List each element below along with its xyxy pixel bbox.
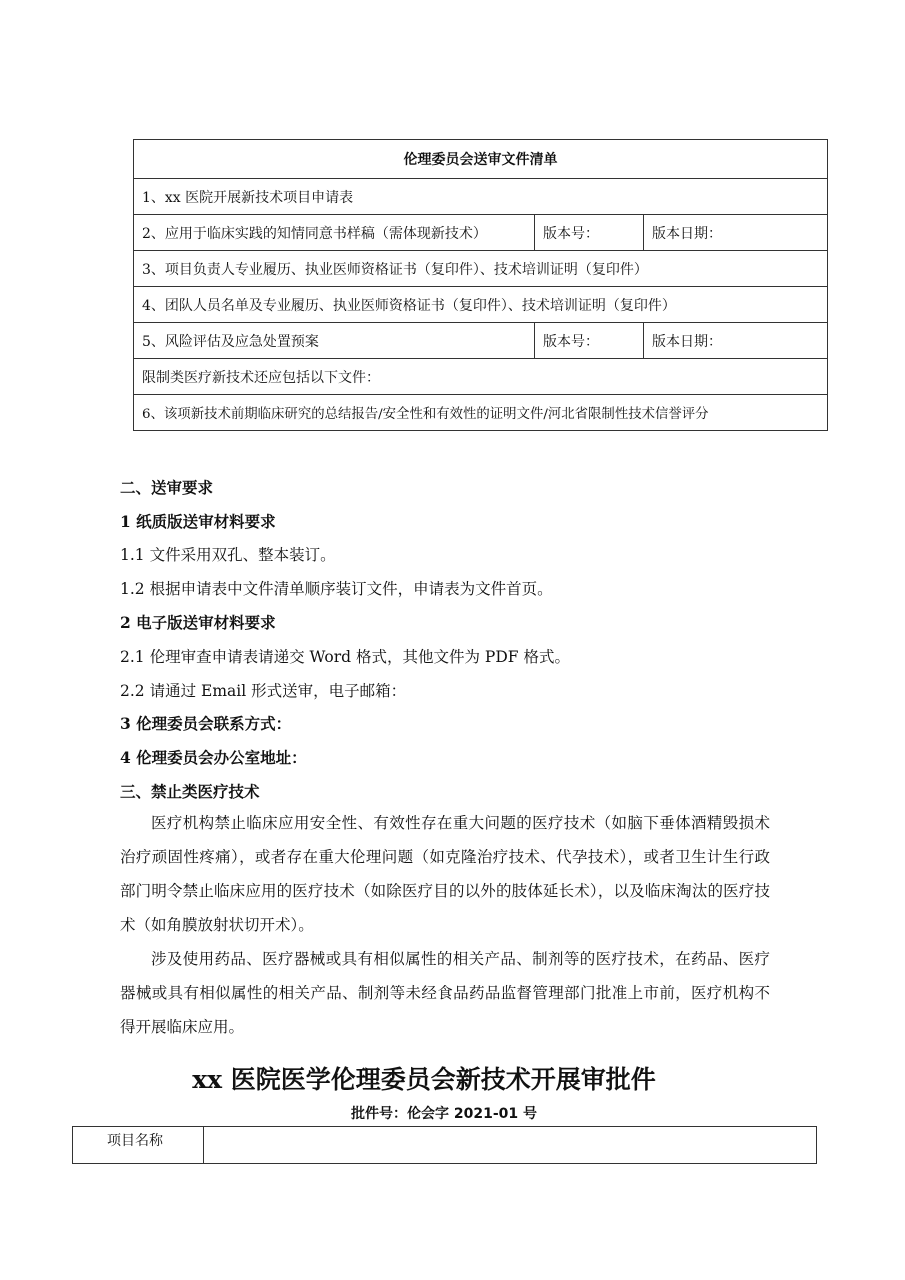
paper-requirement-1: 1.1 文件采用双孔、整本装订。 — [120, 546, 336, 564]
approval-table — [72, 1126, 817, 1164]
office-address-heading: 4 伦理委员会办公室地址： — [120, 748, 307, 767]
checklist-item-6: 6、该项新技术前期临床研究的总结报告/安全性和有效性的证明文件/河北省限制性技术信誉评分 — [134, 395, 828, 431]
paper-requirement-2: 1.2 根据申请表中文件清单顺序装订文件，申请表为文件首页。 — [120, 580, 553, 598]
checklist-item-4: 4、团队人员名单及专业履历、执业医师资格证书（复印件）、技术培训证明（复印件） — [134, 287, 828, 323]
electronic-requirement-1: 2.1 伦理审查申请表请递交 Word 格式，其他文件为 PDF 格式。 — [120, 648, 570, 666]
version-date-cell: 版本日期： — [644, 215, 828, 251]
table-row — [134, 395, 828, 431]
table-row — [134, 251, 828, 287]
table-row — [134, 287, 828, 323]
project-name-label: 项目名称 — [73, 1127, 204, 1164]
table-row — [73, 1127, 817, 1164]
electronic-requirements-heading: 2 电子版送审材料要求 — [120, 613, 276, 632]
section-3-heading: 三、禁止类医疗技术 — [120, 783, 260, 801]
table-row — [134, 140, 828, 179]
drug-device-paragraph: 涉及使用药品、医疗器械或具有相似属性的相关产品、制剂等的医疗技术，在药品、医疗器械或具有相似属性的相关产品、制剂等未经食品药品监督管理部门批准上市前，医疗机构不得开展临床应用。 — [120, 950, 770, 1036]
checklist-item-5: 5、风险评估及应急处置预案 — [134, 323, 535, 359]
approval-number: 批件号：伦会字 2021-01 号 — [350, 1106, 537, 1122]
table-row — [134, 179, 828, 215]
checklist-title: 伦理委员会送审文件清单 — [134, 140, 828, 179]
contact-heading: 3 伦理委员会联系方式： — [120, 714, 292, 733]
electronic-requirement-2: 2.2 请通过 Email 形式送审，电子邮箱： — [120, 682, 407, 700]
table-row — [134, 359, 828, 395]
restricted-tech-note: 限制类医疗新技术还应包括以下文件： — [134, 359, 828, 395]
project-name-value — [204, 1127, 817, 1164]
checklist-item-2: 2、应用于临床实践的知情同意书样稿（需体现新技术） — [134, 215, 535, 251]
version-number-cell: 版本号： — [535, 323, 644, 359]
table-row — [134, 323, 828, 359]
submission-checklist-table — [133, 139, 828, 431]
checklist-item-1: 1、xx 医院开展新技术项目申请表 — [134, 179, 828, 215]
table-row — [134, 215, 828, 251]
checklist-item-3: 3、项目负责人专业履历、执业医师资格证书（复印件）、技术培训证明（复印件） — [134, 251, 828, 287]
paper-requirements-heading: 1 纸质版送审材料要求 — [120, 512, 276, 531]
prohibited-tech-paragraph: 医疗机构禁止临床应用安全性、有效性存在重大问题的医疗技术（如脑下垂体酒精毁损术治疗顽固性疼痛），或者存在重大伦理问题（如克隆治疗技术、代孕技术），或者卫生计生行政部门明令禁止临床应用的医疗技术（如除医疗目的以外的肢体延长术），以及临床淘汰的医疗技术（如角膜放射状切开术）。 — [120, 814, 770, 934]
version-date-cell: 版本日期： — [644, 323, 828, 359]
version-number-cell: 版本号： — [535, 215, 644, 251]
approval-title: xx 医院医学伦理委员会新技术开展审批件 — [192, 1065, 656, 1094]
section-2-heading: 二、送审要求 — [120, 479, 214, 497]
